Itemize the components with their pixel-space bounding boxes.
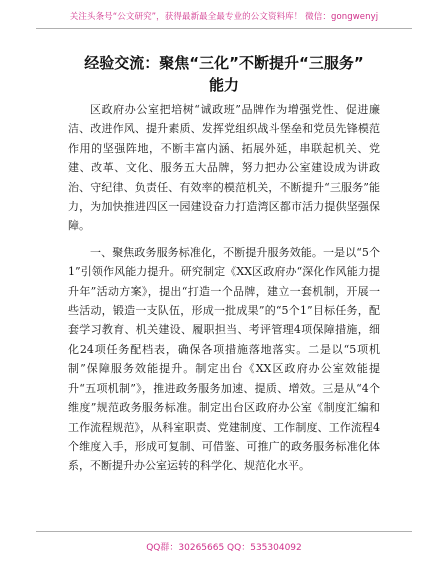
paragraph-intro: 区政府办公室把培树“诚政班”品牌作为增强党性、促进廉洁、改进作风、提升素质、发挥党组织战斗堡垒和党员先锋模范作用的坚强阵地，不断丰富内涵、拓展外延，串联起机关、党建、改革、文化、服务五大品牌，努力把办公室建设成为讲政治、守纪律、负责任、有效率的模范机关，不断提升“三服务”能力，为加快推进四区一园建设奋力打造湾区都市活力提供坚强保障。 (68, 103, 380, 233)
footer-contact-note: QQ群：30265665 QQ：535304092 (146, 543, 302, 553)
document-title (40, 52, 408, 96)
header-promo-note: 关注头条号“公文研究”，获得最新最全最专业的公文资料库！ 微信：gongwenyj (69, 12, 379, 22)
header-divider (36, 28, 412, 29)
title-line-2: 能力 (208, 76, 239, 94)
paragraph-section-1: 一、聚焦政务服务标准化，不断提升服务效能。一是以“5个1”引领作风能力提升。研究制定《XX区政府办“深化作风能力提升年”活动方案》，提出“打造一个品牌，建立一套机制，开展一些活动，锻造一支队伍，形成一批成果”的“5个1”目标任务，配套学习教育、机关建设、履职担当、考评管理4项保障措施，细化24项任务配档表，确保各项措施落地落实。二是以“5项机制”保障服务效能提升。制定出台《XX区政府办公室效能提升“五项机制”》，推进政务服务加速、提质、增效。三是从“4个维度”规范政务服务标准。制定出台区政府办公室《制度汇编和工作流程规范》，从科室职责、党建制度、工作制度、工作流程4个维度入手，形成可复制、可借鉴、可推广的政务服务标准化体系，不断提升办公室运转的科学化、规范化水平。 (68, 245, 380, 473)
document-body (68, 100, 380, 476)
title-line-1: 经验交流：聚焦“三化”不断提升“三服务” (84, 54, 364, 72)
footer-divider (36, 531, 412, 532)
